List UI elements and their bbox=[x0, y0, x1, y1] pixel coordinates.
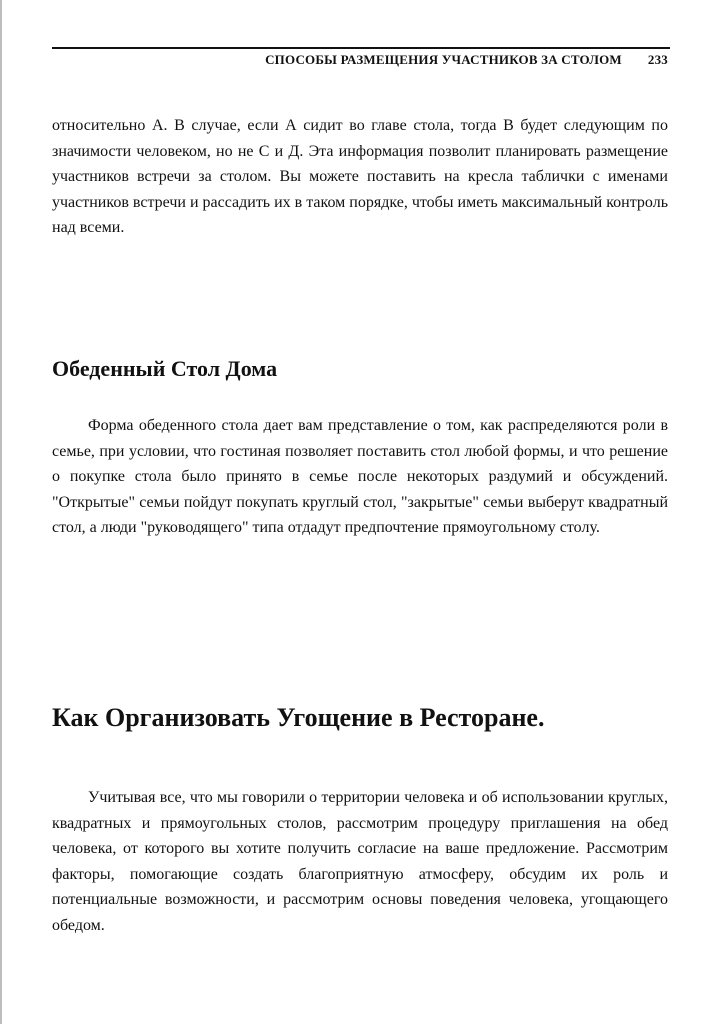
dining-table-paragraph: Форма обеденного стола дает вам представление о том, как распределяются роли в семье, при условии, что гостиная позволяет поставить стол любой формы, и что решение о покупке стола было принято в семье после некоторых раздумий и обсуждений. "Открытые" семьи пойдут покупать круглый стол, "закрытые" семьи выберут квадратный стол, а люди "руководящего" типа отдадут предпочтение прямоугольному столу. bbox=[52, 417, 668, 536]
running-title: СПОСОБЫ РАЗМЕЩЕНИЯ УЧАСТНИКОВ ЗА СТОЛОМ bbox=[265, 52, 622, 67]
dining-table-block bbox=[52, 413, 668, 541]
page-number: 233 bbox=[647, 52, 668, 67]
continuation-paragraph: относительно А. В случае, если А сидит во главе стола, тогда В будет следующим по значимости человеком, но не С и Д. Эта информация позволит планировать размещение участников встречи за столом. Вы можете поставить на кресла таблички с именами участников встречи и рассадить их в таком порядке, чтобы иметь максимальный контроль над всеми. bbox=[52, 117, 668, 236]
restaurant-block bbox=[52, 785, 668, 938]
page-left-edge bbox=[0, 0, 2, 1024]
running-head bbox=[52, 52, 668, 68]
header-rule bbox=[52, 47, 670, 49]
section-heading-dining-table: Обеденный Стол Дома bbox=[52, 356, 278, 381]
section-heading-restaurant: Как Организовать Угощение в Ресторане. bbox=[52, 703, 545, 732]
restaurant-paragraph: Учитывая все, что мы говорили о территории человека и об использовании круглых, квадратных и прямоугольных столов, рассмотрим процедуру приглашения на обед человека, от которого вы хотите получить согласие на ваше предложение. Рассмотрим факторы, помогающие создать благоприятную атмосферу, обсудим их роль и потенциальные возможности, и рассмотрим основы поведения человека, угощающего обедом. bbox=[52, 789, 668, 934]
continuation-block bbox=[52, 113, 668, 241]
